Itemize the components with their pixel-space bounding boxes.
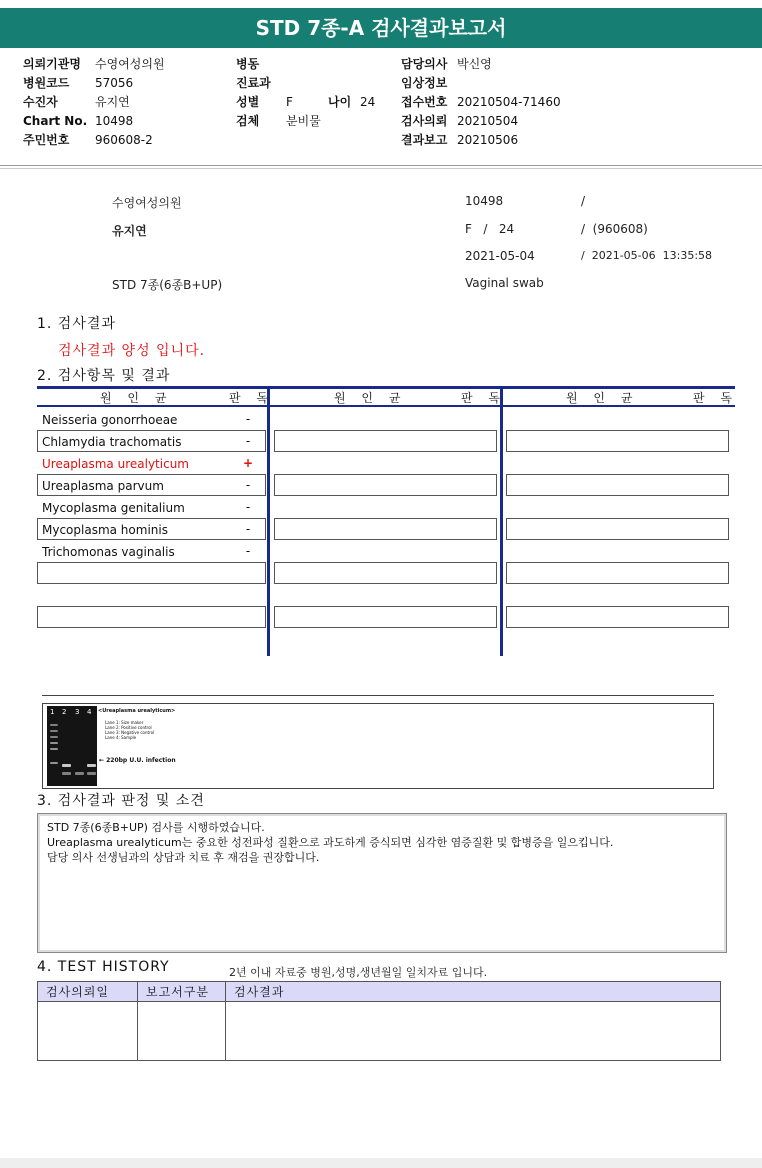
result-row-box <box>506 606 729 628</box>
info-sex-age: F / 24 <box>465 222 515 236</box>
section4-title: 4. TEST HISTORY <box>37 959 170 975</box>
hdr-value: 20210506 <box>457 133 519 147</box>
header-col3 <box>401 55 561 150</box>
history-cell <box>226 1002 721 1061</box>
hdr-label: 결과보고 <box>401 133 448 147</box>
result-row-box <box>37 606 266 628</box>
gel-arrow-label: ← 220bp U.U. infection <box>99 757 176 764</box>
section1-title: 1. 검사결과 <box>37 316 116 332</box>
gel-primer-band <box>75 772 84 775</box>
hdr-value: F <box>286 95 293 109</box>
result-row-box <box>274 474 497 496</box>
hdr-label: 검사의뢰 <box>401 114 448 128</box>
result-row-box <box>506 474 729 496</box>
gel-ladder-band <box>50 742 58 744</box>
hdr-value: 10498 <box>95 114 134 128</box>
history-cell <box>138 1002 226 1061</box>
hdr-label: 병원코드 <box>23 76 70 90</box>
history-cell <box>38 1002 138 1061</box>
test-history-table <box>37 981 721 1061</box>
gel-ladder-band <box>50 724 58 726</box>
result-row-box <box>274 562 497 584</box>
info-patient: 유지연 <box>112 224 147 238</box>
hdr-value: 57056 <box>95 76 134 90</box>
col-header-judgment: 판 독 <box>229 391 274 405</box>
section1-result: 검사결과 양성 입니다. <box>58 343 206 359</box>
info-hospital: 수영여성의원 <box>112 196 182 210</box>
table-divider-2 <box>500 386 503 656</box>
header-divider-2 <box>0 168 762 169</box>
table-row <box>38 1002 721 1061</box>
result-row-box <box>506 430 729 452</box>
header-col2 <box>236 55 375 131</box>
pathogen-result: - <box>245 478 251 492</box>
history-col-header: 보고서구분 <box>138 982 226 1002</box>
pathogen-result: - <box>245 434 251 448</box>
section3-title: 3. 검사결과 판정 및 소견 <box>37 793 205 809</box>
hdr-label: Chart No. <box>23 114 88 128</box>
history-col-header: 검사결과 <box>226 982 721 1002</box>
pathogen-name: Ureaplasma parvum <box>42 479 164 493</box>
pathogen-name: Trichomonas vaginalis <box>42 545 175 559</box>
hdr-label: 병동 <box>236 57 260 71</box>
footer-bar <box>0 1158 762 1168</box>
history-col-header: 검사의뢰일 <box>38 982 138 1002</box>
hdr-value: 20210504-71460 <box>457 95 561 109</box>
hdr-label: 진료과 <box>236 76 271 90</box>
opinion-box <box>37 813 727 953</box>
result-row-box <box>274 518 497 540</box>
info-id: / (960608) <box>581 222 648 236</box>
gel-ladder-band <box>50 736 58 738</box>
section4-note: 2년 이내 자료중 병원,성명,생년월일 일치자료 입니다. <box>229 966 488 979</box>
gel-electrophoresis-image <box>47 706 97 786</box>
hdr-label: 임상정보 <box>401 76 448 90</box>
age-value: 24 <box>360 95 376 109</box>
header-col1 <box>23 55 165 150</box>
gel-positive-band <box>62 764 71 767</box>
hdr-label: 의뢰기관명 <box>23 57 81 71</box>
result-row-box <box>274 606 497 628</box>
gel-sample-band <box>87 764 96 767</box>
pathogen-result-positive: + <box>242 456 254 470</box>
gel-ladder-band <box>50 730 58 732</box>
info-report-datetime: / 2021-05-06 13:35:58 <box>581 249 713 262</box>
result-row-box <box>506 518 729 540</box>
opinion-line: Ureaplasma urealyticum는 중요한 성전파성 질환으로 과도하게 증식되면 심각한 염증질환 및 합병증을 일으킵니다. <box>47 836 614 849</box>
hdr-label: 성별 <box>236 95 260 109</box>
hdr-value: 분비물 <box>286 114 321 128</box>
gel-legend <box>105 720 154 740</box>
hdr-label: 담당의사 <box>401 57 448 71</box>
gel-primer-band <box>62 772 71 775</box>
col-header-pathogen: 원 인 균 <box>566 391 639 405</box>
hdr-label: 수진자 <box>23 95 58 109</box>
gel-legend-item: Lane 4: Sample <box>105 735 137 740</box>
opinion-line: 담당 의사 선생님과의 상담과 치료 후 재검을 권장합니다. <box>47 851 320 864</box>
gel-legend-item: Lane 3: Negative control <box>105 730 155 735</box>
pathogen-name: Mycoplasma hominis <box>42 523 168 537</box>
gel-ladder-band <box>50 762 58 764</box>
gel-ladder-band <box>50 748 58 750</box>
hdr-label: 주민번호 <box>23 133 70 147</box>
gel-primer-band <box>87 772 96 775</box>
header-divider <box>0 165 762 166</box>
result-row-box <box>274 430 497 452</box>
hdr-value: 유지연 <box>95 95 130 109</box>
info-specimen: Vaginal swab <box>465 276 544 290</box>
table-divider-1 <box>267 386 270 656</box>
result-row-box <box>506 562 729 584</box>
hdr-label: 검체 <box>236 114 260 128</box>
col-header-judgment: 판 독 <box>461 391 506 405</box>
opinion-line: STD 7종(6종B+UP) 검사를 시행하였습니다. <box>47 821 265 834</box>
gel-lane-number: 1 <box>50 708 55 716</box>
pathogen-result: - <box>245 522 251 536</box>
col-header-pathogen: 원 인 균 <box>100 391 173 405</box>
gel-legend-item: Lane 1: Size maker <box>105 720 144 725</box>
gel-lane-number: 2 <box>62 708 67 716</box>
section2-title: 2. 검사항목 및 결과 <box>37 368 171 384</box>
gel-lane-number: 3 <box>75 708 80 716</box>
age-label: 나이 <box>328 95 352 109</box>
gel-title: <Ureaplasma urealyticum> <box>98 708 176 714</box>
pathogen-name: Chlamydia trachomatis <box>42 435 182 449</box>
hdr-value: 960608-2 <box>95 133 153 147</box>
pathogen-name-positive: Ureaplasma urealyticum <box>42 457 189 471</box>
info-request-date: 2021-05-04 <box>465 249 535 263</box>
pathogen-result: - <box>245 500 251 514</box>
gel-divider <box>42 695 714 696</box>
hdr-value: 수영여성의원 <box>95 57 165 71</box>
gel-frame <box>42 703 714 789</box>
info-test-name: STD 7종(6종B+UP) <box>112 278 223 292</box>
pathogen-name: Neisseria gonorrhoeae <box>42 413 178 427</box>
pathogen-result: - <box>245 412 251 426</box>
col-header-judgment: 판 독 <box>693 391 738 405</box>
info-chart: 10498 <box>465 194 504 208</box>
report-title: STD 7종-A 검사결과보고서 <box>0 8 762 48</box>
pathogen-result: - <box>245 544 251 558</box>
gel-lane-number: 4 <box>87 708 92 716</box>
hdr-label: 접수번호 <box>401 95 448 109</box>
result-row-box <box>37 562 266 584</box>
info-slash: / <box>581 194 586 208</box>
hdr-value: 20210504 <box>457 114 519 128</box>
pathogen-name: Mycoplasma genitalium <box>42 501 185 515</box>
col-header-pathogen: 원 인 균 <box>334 391 407 405</box>
gel-legend-item: Lane 2: Positive control <box>105 725 152 730</box>
hdr-value: 박신영 <box>457 57 492 71</box>
